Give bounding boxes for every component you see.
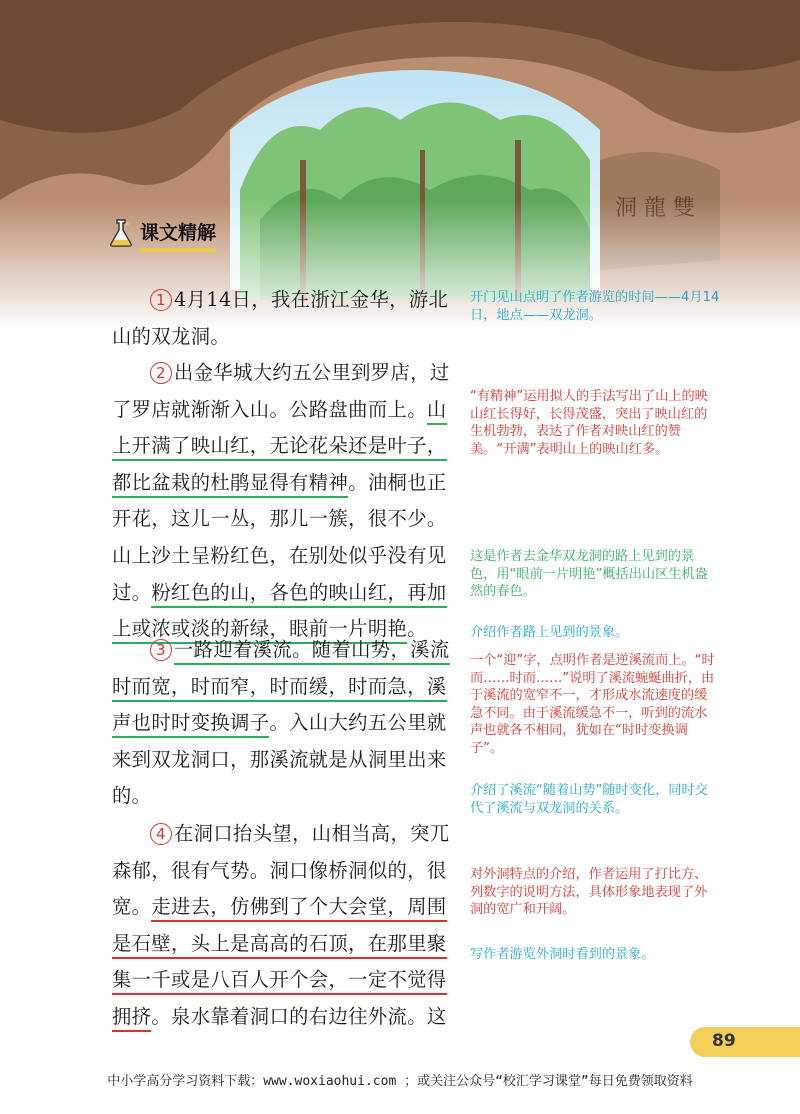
paragraph-text: 。入山大约五公里就来到双龙洞口，那溪流就是从洞里出来的。 [112, 711, 447, 808]
paragraph-4 [112, 816, 464, 1036]
page-number: 89 [712, 1031, 736, 1051]
margin-note: 对外洞特点的介绍，作者运用了打比方、列数字的说明方法，具体形象地表现了外洞的宽广和开阔。 [470, 867, 708, 918]
footer-text: 中小学高分学习资料下载：www.woxiaohui.com ；或关注公众号“校汇学习课堂”每日免费领取资料 [107, 1074, 693, 1089]
paragraph-3 [112, 632, 464, 815]
margin-note: 开门见山点明了作者游览的时间——4月14日，地点——双龙洞。 [470, 290, 720, 323]
margin-note: 介绍作者路上见到的景象。 [470, 625, 629, 640]
margin-note: 一个“迎”字，点明作者是逆溪流而上。“时而……时而……”说明了溪流蜿蜒曲折，由于溪流的宽窄不一，才形成水流速度的缓急不同。由于溪流缓急不一，听到的流水声也就各不相同，犹如在“时时变换调子”。 [470, 653, 715, 756]
section-title: 课文精解 [140, 218, 216, 252]
page-number-tab [690, 1027, 800, 1057]
flask-icon [108, 218, 134, 252]
cave-illustration [0, 0, 800, 330]
paragraph-text: 。油桐也正开花，这儿一丛，那儿一簇，很不少。山上沙土呈粉红色，在别处似乎没有见过。 [112, 470, 447, 604]
paragraph-text: 4月14日，我在浙江金华，游北山的双龙洞。 [112, 288, 449, 348]
paragraph-text: 出金华城大约五公里到罗店，过了罗店就渐渐入山。公路盘曲而上。 [112, 361, 450, 421]
underlined-phrase: 一路迎着溪流。随着山势，溪流时而宽，时而窄，时而缓，时而急，溪声也时时变换调子 [112, 638, 450, 738]
underlined-phrase: 走进去，仿佛到了个大会堂，周围是石壁，头上是高高的石顶，在那里聚集一千或是八百人开个会，一定不觉得拥挤 [112, 895, 447, 1032]
margin-note: 这是作者去金华双龙洞的路上见到的景色，用“眼前一片明艳”概括出山区生机盎然的春色。 [470, 549, 708, 600]
paragraph-text: 。泉水靠着洞口的右边往外流。这 [151, 1004, 447, 1028]
paragraph-number: 2 [150, 362, 172, 384]
paragraph-number: 1 [150, 289, 172, 311]
margin-note: “有精神”运用拟人的手法写出了山上的映山红长得好，长得茂盛，突出了映山红的生机勃勃，表达了作者对映山红的赞美。“开满”表明山上的映山红多。 [470, 389, 708, 457]
paragraph-number: 4 [150, 823, 172, 845]
margin-note: 介绍了溪流“随着山势”随时变化，同时交代了溪流与双龙洞的关系。 [470, 783, 708, 816]
section-tag [108, 218, 216, 252]
paragraph-1 [112, 282, 464, 355]
underlined-phrase: 山上开满了映山红，无论花朵还是叶子，都比盆栽的杜鹃显得有精神 [112, 398, 447, 498]
margin-note: 写作者游览外洞时看到的景象。 [470, 947, 655, 962]
paragraph-2 [112, 355, 464, 648]
paragraph-text: 在洞口抬头望，山相当高，突兀森郁，很有气势。洞口像桥洞似的，很宽。 [112, 822, 450, 919]
paragraph-text: 。 [407, 617, 427, 641]
underlined-phrase: 粉红色的山，各色的映山红，再加上或浓或淡的新绿，眼前一片明艳 [112, 581, 447, 645]
paragraph-number: 3 [150, 639, 172, 661]
